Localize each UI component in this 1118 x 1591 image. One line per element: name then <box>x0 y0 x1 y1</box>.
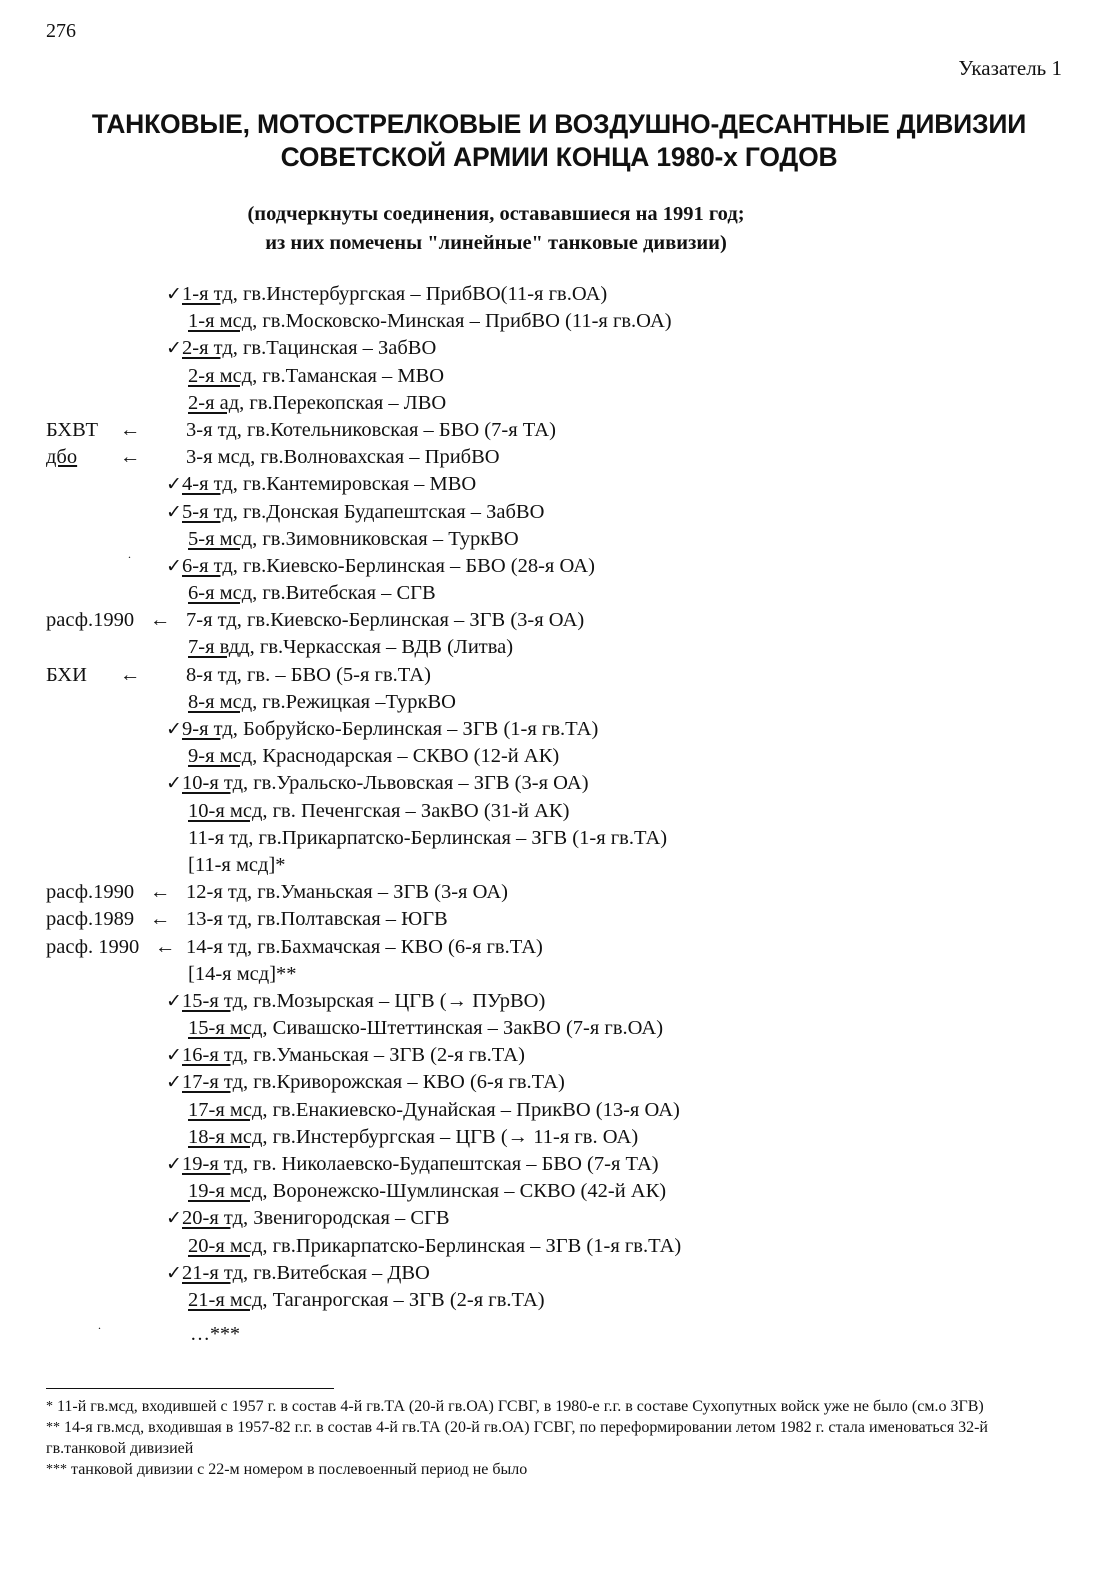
checkmark-icon: ✓ <box>166 773 182 795</box>
division-row <box>0 471 1118 498</box>
division-row <box>0 553 1118 580</box>
division-entry <box>188 580 436 607</box>
division-entry <box>186 607 584 634</box>
division-entry <box>186 417 556 444</box>
division-name: 21-я мсд <box>188 1288 263 1311</box>
division-row <box>0 770 1118 797</box>
division-entry <box>182 988 545 1015</box>
division-name: 17-я тд <box>182 1071 243 1094</box>
division-name: 4-я тд <box>182 473 233 496</box>
division-name: 8-я мсд <box>188 690 253 713</box>
division-name: 15-я мсд <box>188 1017 263 1040</box>
division-row <box>0 988 1118 1015</box>
ellipsis-note: …*** <box>190 1323 240 1345</box>
division-entry <box>182 716 598 743</box>
left-arrow-icon: ← <box>120 663 141 686</box>
footnote-text: 11-й гв.мсд, входившей с 1957 г. в состав 4-й гв.ТА (20-й гв.ОА) ГСВГ, в 1980-е г.г. в составе Сухопутных войск уже не было (см.о ЗГВ) <box>57 1398 984 1415</box>
division-entry <box>188 1178 666 1205</box>
division-row <box>0 335 1118 362</box>
division-row <box>0 662 1118 689</box>
division-entry <box>182 1042 525 1069</box>
index-label: Указатель 1 <box>958 56 1062 80</box>
checkmark-icon: ✓ <box>166 501 182 523</box>
division-row <box>0 1069 1118 1096</box>
division-name: 10-я тд <box>182 772 243 795</box>
division-row <box>0 607 1118 634</box>
left-arrow-icon: ← <box>155 935 176 958</box>
status-note: расф.1990 <box>46 609 135 632</box>
division-entry <box>186 906 448 933</box>
footnote-mark: * <box>46 1399 53 1414</box>
footnote <box>46 1417 1066 1459</box>
division-row <box>0 1097 1118 1124</box>
division-row <box>0 1178 1118 1205</box>
division-entry <box>188 526 519 553</box>
division-details: , гв.Уральско-Львовская – ЗГВ (3-я ОА) <box>243 772 589 795</box>
division-row <box>0 634 1118 661</box>
status-note: расф. 1990 <box>46 935 140 958</box>
subtitle <box>186 200 806 258</box>
division-row <box>0 390 1118 417</box>
division-row <box>0 716 1118 743</box>
status-note: расф.1989 <box>46 908 135 931</box>
division-entry <box>182 1151 659 1178</box>
division-details: , гв.Прикарпатско-Берлинская – ЗГВ (1-я гв.ТА) <box>262 1234 682 1257</box>
division-details: , гв. Николаевско-Будапештская – БВО (7-я ТА) <box>243 1153 659 1175</box>
division-name: 5-я тд <box>182 500 233 523</box>
division-name: 19-я мсд <box>188 1180 263 1203</box>
division-list <box>0 281 1118 1314</box>
division-name: 20-я мсд <box>188 1234 263 1257</box>
division-name: 1-я мсд <box>188 310 253 333</box>
footnote-text: танковой дивизии с 22-м номером в послевоенный период не было <box>71 1461 528 1478</box>
subtitle-line-1: (подчеркнуты соединения, остававшиеся на 1991 год; <box>247 203 745 225</box>
division-row <box>0 580 1118 607</box>
division-details: , гв.Полтавская – ЮГВ <box>247 908 448 931</box>
division-entry <box>182 499 544 526</box>
left-arrow-icon: ← <box>150 908 171 931</box>
division-entry <box>182 471 476 498</box>
division-row <box>0 1205 1118 1232</box>
division-entry <box>188 390 446 417</box>
division-details: , Воронежско-Шумлинская – СКВО (42-й АК) <box>262 1180 667 1203</box>
division-details: , гв.Зимовниковская – ТуркВО <box>252 527 519 550</box>
division-row <box>0 526 1118 553</box>
division-name: 21-я тд <box>182 1261 243 1284</box>
division-name: 3-я тд <box>186 418 237 441</box>
division-details: , Краснодарская – СКВО (12-й АК) <box>252 745 560 768</box>
division-row <box>0 1124 1118 1151</box>
division-row <box>0 417 1118 444</box>
division-name: 10-я мсд <box>188 799 263 822</box>
division-details: , гв.Енакиевско-Дунайская – ПрикВО (13-я ОА) <box>262 1098 680 1121</box>
division-details: , гв.Кантемировская – МВО <box>232 473 477 496</box>
division-entry <box>182 1205 450 1232</box>
division-details: , гв. Печенгская – ЗакВО (31-й АК) <box>262 799 570 822</box>
division-name: 7-я тд <box>186 609 237 632</box>
division-name: 6-я тд <box>182 554 233 577</box>
division-row <box>0 852 1118 879</box>
division-name: [11-я мсд]* <box>188 853 286 876</box>
checkmark-icon: ✓ <box>166 1208 182 1230</box>
division-details: , гв.Криворожская – КВО (6-я гв.ТА) <box>243 1071 565 1094</box>
division-entry <box>186 934 543 961</box>
division-name: 18-я мсд <box>188 1125 263 1148</box>
division-details: , гв.Уманьская – ЗГВ (2-я гв.ТА) <box>243 1044 525 1067</box>
division-name: 19-я тд <box>182 1153 243 1175</box>
division-name: 12-я тд <box>186 881 247 904</box>
division-entry <box>188 363 444 390</box>
division-name: 20-я тд <box>182 1207 243 1230</box>
division-details: , гв.Прикарпатско-Берлинская – ЗГВ (1-я гв.ТА) <box>248 826 668 849</box>
division-details: , гв.Волновахская – ПрибВО <box>250 446 500 469</box>
division-details: , гв.Витебская – ДВО <box>243 1261 430 1284</box>
checkmark-icon: ✓ <box>166 474 182 496</box>
checkmark-icon: ✓ <box>166 555 182 577</box>
checkmark-icon: ✓ <box>166 1072 182 1094</box>
division-details: , гв.Таманская – МВО <box>252 364 445 387</box>
division-entry <box>188 689 456 716</box>
division-entry <box>182 1069 565 1096</box>
division-entry <box>188 308 672 335</box>
division-name: 7-я вдд <box>188 636 250 659</box>
footnotes <box>46 1396 1066 1480</box>
division-details: , гв.Уманьская – ЗГВ (3-я ОА) <box>247 881 508 904</box>
division-row <box>0 1233 1118 1260</box>
division-details: , гв.Бахмачская – КВО (6-я гв.ТА) <box>247 935 543 958</box>
left-arrow-icon: ← <box>120 418 141 441</box>
checkmark-icon: ✓ <box>166 1154 182 1175</box>
division-entry <box>182 553 595 580</box>
division-details: , гв.Витебская – СГВ <box>252 582 436 605</box>
division-entry <box>188 1287 545 1314</box>
division-row <box>0 961 1118 988</box>
division-name: 5-я мсд <box>188 527 253 550</box>
division-entry <box>182 1260 430 1287</box>
division-row <box>0 1287 1118 1314</box>
division-entry <box>188 1233 681 1260</box>
division-details: , гв.Мозырская – ЦГВ (→ ПУрВО) <box>243 989 546 1012</box>
division-row <box>0 1151 1118 1178</box>
division-details: , гв.Московско-Минская – ПрибВО (11-я гв.ОА) <box>252 310 672 333</box>
status-note: расф.1990 <box>46 881 135 904</box>
footnote-text: 14-я гв.мсд, входившая в 1957-82 г.г. в состав 4-й гв.ТА (20-й гв.ОА) ГСВГ, по переформировании летом 1982 г. стала именоваться 32-й гв.танковой дивизией <box>46 1419 988 1457</box>
division-details: , Звенигородская – СГВ <box>243 1207 450 1230</box>
checkmark-icon: ✓ <box>166 284 182 305</box>
division-details: , гв.Перекопская – ЛВО <box>239 391 447 414</box>
division-details: , гв.Тацинская – ЗабВО <box>232 337 437 360</box>
division-details: , гв.Киевско-Берлинская – ЗГВ (3-я ОА) <box>236 609 585 632</box>
division-entry <box>182 770 589 797</box>
division-row <box>0 825 1118 852</box>
status-note: дбо <box>46 446 78 469</box>
page-title <box>0 108 1118 174</box>
division-row <box>0 281 1118 308</box>
division-details: , Таганрогская – ЗГВ (2-я гв.ТА) <box>262 1288 545 1311</box>
division-name: 13-я тд <box>186 908 247 931</box>
status-note: БХИ <box>46 663 87 686</box>
division-row <box>0 798 1118 825</box>
division-row <box>0 934 1118 961</box>
division-name: 15-я тд <box>182 989 243 1012</box>
division-name: 9-я мсд <box>188 745 253 768</box>
division-name: 16-я тд <box>182 1044 243 1067</box>
division-entry <box>188 1015 663 1042</box>
division-details: , гв. – БВО (5-я гв.ТА) <box>236 663 431 686</box>
division-entry <box>188 1124 638 1151</box>
division-name: 6-я мсд <box>188 582 253 605</box>
footnote-divider <box>46 1388 334 1389</box>
division-name: 3-я мсд <box>186 446 251 469</box>
checkmark-icon: ✓ <box>166 338 182 360</box>
division-name: 2-я ад <box>188 391 240 414</box>
footnote <box>46 1396 1066 1417</box>
status-note: БХВТ <box>46 418 98 441</box>
left-arrow-icon: ← <box>120 446 141 469</box>
division-details: , гв.Инстербургская – ЦГВ (→ 11-я гв. ОА) <box>262 1125 639 1148</box>
division-name: 2-я тд <box>182 337 233 360</box>
division-row <box>0 1260 1118 1287</box>
division-row <box>0 444 1118 471</box>
division-row <box>0 1042 1118 1069</box>
footnote-mark: ** <box>46 1420 60 1435</box>
division-entry <box>188 798 569 825</box>
division-row <box>0 879 1118 906</box>
footnote <box>46 1459 1066 1480</box>
division-name: 9-я тд <box>182 718 233 740</box>
checkmark-icon: ✓ <box>166 1045 182 1067</box>
division-row <box>0 308 1118 335</box>
division-details: , гв.Котельниковская – БВО (7-я ТА) <box>236 418 556 441</box>
division-name: [14-я мсд]** <box>188 962 297 985</box>
checkmark-icon: ✓ <box>166 1262 182 1284</box>
division-row <box>0 906 1118 933</box>
division-details: , Бобруйско-Берлинская – ЗГВ (1-я гв.ТА) <box>232 718 599 740</box>
left-arrow-icon: ← <box>150 609 171 632</box>
division-entry <box>188 634 513 661</box>
checkmark-icon: ✓ <box>166 990 182 1012</box>
division-row <box>0 1015 1118 1042</box>
division-details: , Сивашско-Штеттинская – ЗакВО (7-я гв.ОА) <box>262 1017 664 1040</box>
division-entry <box>188 825 667 852</box>
division-name: 1-я тд <box>182 283 233 305</box>
division-details: , гв.Инстербургская – ПрибВО(11-я гв.ОА) <box>232 283 608 305</box>
division-details: , гв.Киевско-Берлинская – БВО (28-я ОА) <box>232 554 595 577</box>
division-name: 2-я мсд <box>188 364 253 387</box>
division-name: 17-я мсд <box>188 1098 263 1121</box>
title-line-2: СОВЕТСКОЙ АРМИИ КОНЦА 1980-х ГОДОВ <box>280 142 838 172</box>
division-details: , гв.Черкасская – ВДВ (Литва) <box>249 636 514 659</box>
division-entry <box>182 281 607 308</box>
division-row <box>0 363 1118 390</box>
division-name: 8-я тд <box>186 663 237 686</box>
title-line-1: ТАНКОВЫЕ, МОТОСТРЕЛКОВЫЕ И ВОЗДУШНО-ДЕСАНТНЫЕ ДИВИЗИИ <box>91 109 1027 139</box>
checkmark-icon: ✓ <box>166 719 182 740</box>
division-entry <box>188 961 297 988</box>
division-details: , гв.Режицкая –ТуркВО <box>252 690 456 713</box>
division-name: 11-я тд <box>188 826 249 849</box>
division-row <box>0 743 1118 770</box>
division-entry <box>188 743 559 770</box>
division-entry <box>186 444 500 471</box>
division-entry <box>186 879 508 906</box>
division-name: 14-я тд <box>186 935 247 958</box>
division-entry <box>186 662 431 689</box>
division-entry <box>188 852 286 879</box>
division-row <box>0 499 1118 526</box>
footnote-mark: *** <box>46 1462 67 1477</box>
subtitle-line-2: из них помечены "линейные" танковые дивизии) <box>265 232 727 254</box>
stray-dot: . <box>98 1318 101 1332</box>
division-entry <box>182 335 436 362</box>
stray-dot: . <box>128 547 131 561</box>
page-number: 276 <box>46 20 76 42</box>
division-entry <box>188 1097 680 1124</box>
division-details: , гв.Донская Будапештская – ЗабВО <box>232 500 545 523</box>
left-arrow-icon: ← <box>150 881 171 904</box>
division-row <box>0 689 1118 716</box>
